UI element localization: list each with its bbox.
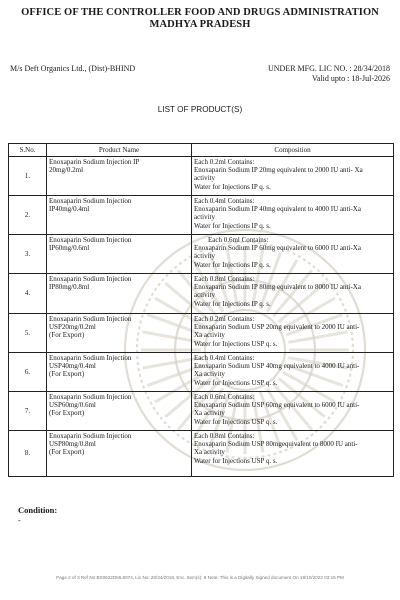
product-name-line: USP40mg/0.4ml [49, 362, 96, 371]
office-title [0, 7, 400, 31]
composition-line: Each 0.4ml Contains: [194, 354, 255, 362]
composition-line: Xa activity [194, 409, 225, 418]
composition-line: Enoxaparin Sodium IP 20mg equivalent to 2000 IU anti- Xa [194, 166, 363, 175]
row-product-name [47, 196, 192, 235]
composition-line: Water for Injections IP q. s. [194, 221, 271, 230]
office-title-line2: MADHYA PRADESH [149, 19, 251, 30]
table-row [9, 157, 394, 196]
composition-line: Enoxaparin Sodium USP 40mg equivalent to 4000 IU anti- [194, 362, 360, 371]
composition-line: Each 0.8ml Contains: [194, 432, 255, 440]
row-sno: 3. [9, 235, 47, 274]
composition-line: Enoxaparin Sodium IP 80mg equivalent to 8000 IU anti-Xa [194, 283, 361, 292]
row-sno: 7. [9, 392, 47, 431]
composition-line: Xa activity [194, 331, 225, 340]
table-row [9, 235, 394, 274]
composition-line: Each 0.2ml Contains: [194, 315, 255, 323]
list-title: LIST OF PRODUCT(S) [157, 105, 243, 114]
table-row [9, 196, 394, 235]
row-composition [192, 431, 394, 477]
row-composition [192, 274, 394, 314]
product-name-line: IP60mg/0.6ml [49, 244, 90, 253]
table-row [9, 431, 394, 477]
product-name-line: Enoxaparin Sodium Injection IP [49, 158, 140, 166]
table-row [9, 314, 394, 353]
table-row [9, 392, 394, 431]
product-name-line: Enoxaparin Sodium Injection [49, 354, 132, 362]
license-valid-upto: Valid upto : 18-Jul-2026 [312, 74, 390, 83]
table-row [9, 353, 394, 392]
composition-line: activity [194, 174, 215, 183]
condition-value: - [18, 516, 21, 525]
composition-line: Water for Injections USP q. s. [194, 456, 278, 465]
composition-line: Xa activity [194, 448, 225, 457]
row-composition [192, 157, 394, 196]
product-name-line: 20mg/0.2ml [49, 166, 84, 175]
license-number: UNDER MFG. LIC NO. : 28/34/2018 [267, 64, 390, 73]
header-sno: S.No. [9, 144, 47, 157]
composition-line: Xa activity [194, 370, 225, 379]
composition-line: Enoxaparin Sodium USP 60mg equivalent to 6000 IU anti- [194, 401, 360, 410]
product-name-line: (For Export) [49, 331, 85, 340]
composition-line: Each 0.6ml Contains: [208, 236, 269, 244]
product-name-line: IP40mg/0.4ml [49, 205, 90, 214]
product-name-line: Enoxaparin Sodium Injection [49, 393, 132, 401]
composition-line: activity [194, 252, 215, 261]
row-product-name [47, 353, 192, 392]
composition-line: activity [194, 291, 215, 300]
row-composition [192, 196, 394, 235]
composition-line: Water for Injections IP q. s. [194, 182, 271, 191]
row-composition [192, 353, 394, 392]
table-header-row [9, 144, 394, 157]
composition-line: Water for Injections USP q. s. [194, 339, 278, 348]
condition-label: Condition: [18, 505, 58, 515]
composition-line: Each 0.2ml Contains: [194, 158, 255, 166]
composition-line: Enoxaparin Sodium USP 80mgequivalent to 8000 IU anti- [194, 440, 358, 449]
composition-line: Each 0.4ml Contains: [194, 197, 255, 205]
row-sno: 6. [9, 353, 47, 392]
row-product-name [47, 157, 192, 196]
row-sno: 1. [9, 157, 47, 196]
product-name-line: Enoxaparin Sodium Injection [49, 275, 132, 283]
row-sno: 2. [9, 196, 47, 235]
header-product-name: Product Name [47, 144, 192, 157]
row-sno: 8. [9, 431, 47, 477]
row-product-name [47, 274, 192, 314]
composition-line: Enoxaparin Sodium IP 60mg equivalent to 6000 IU anti-Xa [194, 244, 361, 253]
composition-line: Each 0.8ml Contains: [194, 275, 255, 283]
office-title-line1: OFFICE OF THE CONTROLLER FOOD AND DRUGS ADMINISTRATION [21, 7, 379, 18]
row-product-name [47, 235, 192, 274]
composition-line: Water for Injections USP q. s. [194, 378, 278, 387]
row-product-name [47, 314, 192, 353]
row-product-name [47, 431, 192, 477]
composition-line: Enoxaparin Sodium USP 20mg equivalent to 2000 IU anti- [194, 323, 360, 332]
product-name-line: USP80mg/0.8ml [49, 440, 96, 449]
composition-line: activity [194, 213, 215, 222]
product-name-line: Enoxaparin Sodium Injection [49, 315, 132, 323]
product-name-line: Enoxaparin Sodium Injection [49, 432, 132, 440]
composition-line: Water for Injections USP q. s. [194, 417, 278, 426]
composition-line: Each 0.6ml Contains: [194, 393, 255, 401]
table-row [9, 274, 394, 314]
product-name-line: Enoxaparin Sodium Injection [49, 197, 132, 205]
product-name-line: (For Export) [49, 370, 85, 379]
product-name-line: USP60mg/0.6ml [49, 401, 96, 410]
product-name-line: IP80mg/0.8ml [49, 283, 90, 292]
row-product-name [47, 392, 192, 431]
license-block [268, 64, 390, 84]
product-name-line: (For Export) [49, 448, 85, 457]
row-sno: 4. [9, 274, 47, 314]
licensee-name: M/s Deft Organics Ltd., (Dist)-BHIND [10, 64, 136, 73]
header-composition: Composition [192, 144, 394, 157]
row-composition [192, 235, 394, 274]
page-footer: Page 2 of 3 Ref No:BX0622DML8074, Lic No: 28/34/2018, Enc. Item(s): 8 Note: This is a Digitally Signed document On 18/10/2022 03:15 PM [56, 575, 344, 580]
row-composition [192, 314, 394, 353]
composition-line: Water for Injections IP q. s. [194, 260, 271, 269]
products-table [8, 143, 394, 477]
row-composition [192, 392, 394, 431]
product-name-line: USP20mg/0.2ml [49, 323, 96, 332]
row-sno: 5. [9, 314, 47, 353]
product-name-line: (For Export) [49, 409, 85, 418]
product-name-line: Enoxaparin Sodium Injection [49, 236, 132, 244]
composition-line: Water for Injections IP q. s. [194, 299, 271, 308]
composition-line: Enoxaparin Sodium IP 40mg equivalent to 4000 IU anti-Xa [194, 205, 361, 214]
